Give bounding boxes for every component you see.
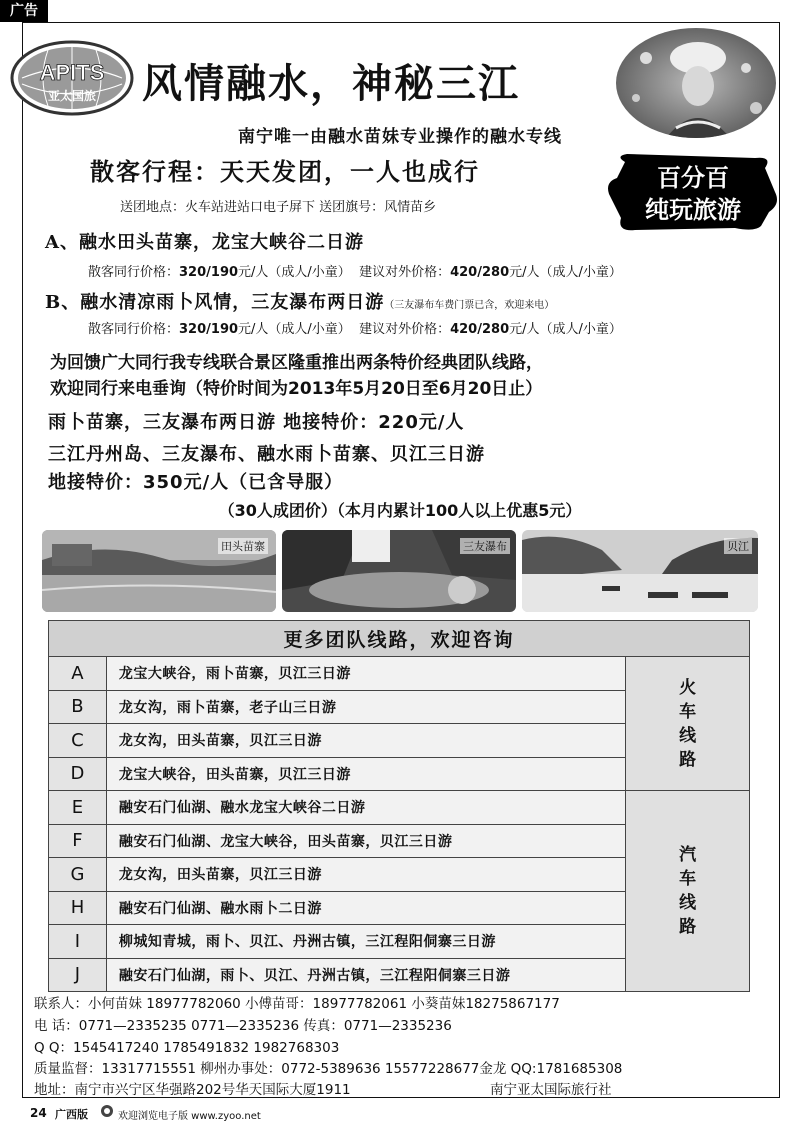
photo-beijiang-river (522, 530, 758, 612)
route-desc: 融安石门仙湖、融水龙宝大峡谷二日游 (106, 791, 625, 825)
edition-label: 广西版 (55, 1108, 88, 1121)
route-a-suggest-label: 建议对外价格： (359, 265, 451, 280)
promo-line2: 欢迎同行来电垂询（特价时间为2013年5月20日至6月20日止） (50, 379, 543, 399)
route-b-price-unit: 元/人（成人/小童） (238, 322, 351, 337)
train-routes-label: 火 车 线 路 (626, 657, 750, 791)
contact-qq: Q Q：1545417240 1785491832 1982768303 (34, 1040, 340, 1056)
route-code: H (49, 891, 107, 925)
route-desc: 龙宝大峡谷，田头苗寨，贝江三日游 (106, 757, 625, 791)
route-code: J (49, 958, 107, 992)
meet-point: 送团地点：火车站进站口电子屏下 送团旗号：风情苗乡 (120, 200, 437, 215)
route-desc: 柳城知青城，雨卜、贝江、丹洲古镇，三江程阳侗寨三日游 (106, 925, 625, 959)
route-desc: 龙宝大峡谷，雨卜苗寨，贝江三日游 (106, 657, 625, 691)
route-code: F (49, 824, 107, 858)
badge-line2: 纯玩旅游 (645, 196, 741, 224)
subtitle: 南宁唯一由融水苗妹专业操作的融水专线 (238, 127, 562, 147)
special3-text: 地接特价： (48, 472, 143, 493)
photo-caption-1: 田头苗寨 (218, 538, 268, 554)
table-row (49, 657, 750, 691)
company-name: 南宁亚太国际旅行社 (490, 1082, 612, 1098)
route-desc: 融安石门仙湖、融水雨卜二日游 (106, 891, 625, 925)
route-desc: 龙女沟，田头苗寨，贝江三日游 (106, 858, 625, 892)
special-offer-1 (48, 408, 464, 434)
tour-heading: 散客行程：天天发团，一人也成行 (90, 157, 480, 186)
route-code: C (49, 724, 107, 758)
route-code: I (49, 925, 107, 959)
special3-price: 350 (143, 472, 184, 493)
route-desc: 融安石门仙湖，雨卜、贝江、丹洲古镇，三江程阳侗寨三日游 (106, 958, 625, 992)
photo-caption-3: 贝江 (724, 538, 752, 554)
special3-unit: 元/人（已含导服） (183, 472, 344, 493)
route-a-price-unit: 元/人（成人/小童） (238, 265, 351, 280)
contact-address: 地址：南宁市兴宁区华强路202号华天国际大厦1911 (34, 1082, 351, 1098)
photo-caption-2: 三友瀑布 (460, 538, 510, 554)
route-code: E (49, 791, 107, 825)
photo-tiantou-village (42, 530, 276, 612)
route-b-prices (88, 318, 622, 337)
special-offer-3 (48, 468, 343, 494)
route-desc: 龙女沟，雨卜苗寨，老子山三日游 (106, 690, 625, 724)
special-offer-2: 三江丹州岛、三友瀑布、融水雨卜苗寨、贝江三日游 (48, 444, 485, 465)
badge-line1: 百分百 (657, 164, 729, 192)
special1-price: 220 (378, 412, 419, 433)
logo-text: APITS (39, 60, 105, 85)
route-a-prices (88, 261, 622, 280)
pure-play-badge (605, 152, 780, 232)
contact-people: 联系人：小何苗妹 18977782060 小傅苗哥：18977782061 小葵苗妹18275867177 (34, 996, 560, 1012)
table-title: 更多团队线路，欢迎咨询 (49, 621, 750, 657)
photo-sanyou-waterfall (282, 530, 516, 612)
logo-subtext: 亚太国旅 (47, 89, 97, 103)
route-a-suggest: 420/280 (450, 265, 510, 280)
route-a-title: A、融水田头苗寨，龙宝大峡谷二日游 (45, 232, 364, 253)
promo-line1: 为回馈广大同行我专线联合景区隆重推出两条特价经典团队线路， (50, 353, 543, 373)
route-b-price-label: 散客同行价格： (88, 322, 180, 337)
bus-routes-label: 汽 车 线 路 (626, 791, 750, 992)
route-desc: 龙女沟，田头苗寨，贝江三日游 (106, 724, 625, 758)
route-b-suggest-label: 建议对外价格： (359, 322, 451, 337)
more-routes-table (48, 620, 750, 992)
page-footer (0, 1100, 800, 1124)
table-row (49, 791, 750, 825)
route-b-title: B、融水清凉雨卜风情，三友瀑布两日游 (45, 292, 385, 313)
route-a-suggest-unit: 元/人（成人/小童） (509, 265, 622, 280)
route-code: D (49, 757, 107, 791)
route-a-price-label: 散客同行价格： (88, 265, 180, 280)
special1-unit: 元/人 (418, 412, 465, 433)
ad-label: 广告 (0, 0, 48, 22)
route-b-note: （三友瀑布车费门票已含，欢迎来电） (384, 300, 555, 311)
route-b-suggest: 420/280 (450, 322, 510, 337)
route-code: B (49, 690, 107, 724)
route-b-price: 320/190 (179, 322, 239, 337)
apits-logo (8, 38, 136, 118)
zyoo-logo-icon (100, 1104, 114, 1118)
route-a-price: 320/190 (179, 265, 239, 280)
group-note: （30人成团价）（本月内累计100人以上优惠5元） (218, 501, 582, 520)
route-b-title-line (45, 288, 554, 314)
special1-text: 雨卜苗寨，三友瀑布两日游 地接特价： (48, 412, 379, 433)
route-code: A (49, 657, 107, 691)
route-b-suggest-unit: 元/人（成人/小童） (509, 322, 622, 337)
route-desc: 融安石门仙湖、龙宝大峡谷，田头苗寨，贝江三日游 (106, 824, 625, 858)
page-number: 24 (30, 1106, 47, 1120)
page-title: 风情融水，神秘三江 (142, 60, 520, 107)
contact-phone: 电 话：0771—2335235 0771—2335236 传真：0771—2335236 (34, 1018, 452, 1034)
contact-supervise: 质量监督：13317715551 柳州办事处：0772-5389636 15577228677金龙 QQ:1781685308 (34, 1061, 623, 1077)
website-link[interactable]: 欢迎浏览电子版 www.zyoo.net (118, 1111, 261, 1122)
route-code: G (49, 858, 107, 892)
photo-strip (42, 530, 758, 612)
